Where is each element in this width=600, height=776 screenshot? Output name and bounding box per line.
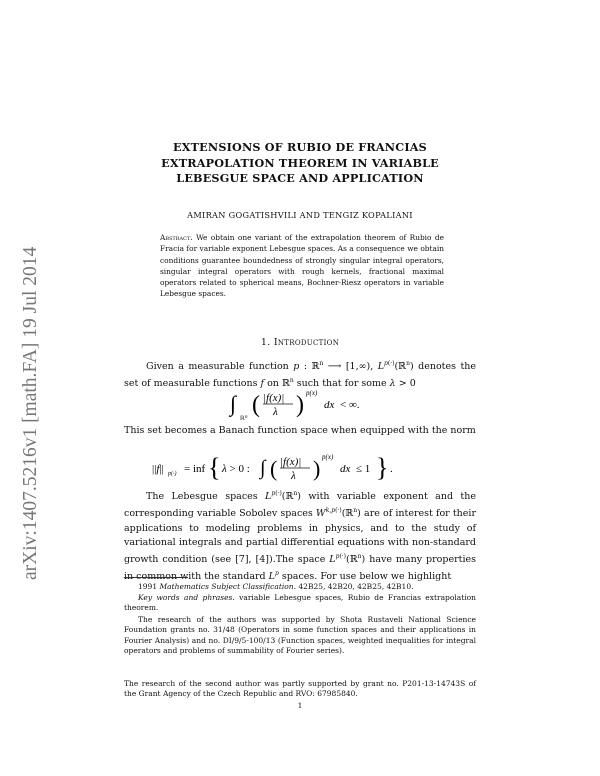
abstract-label: Abstract. [160, 233, 193, 242]
footnote-msc [124, 582, 476, 592]
p3-text-d: have many properties in common with the standard [124, 554, 476, 583]
section-number: 1. [260, 337, 271, 348]
equation-norm-svg [140, 452, 460, 486]
equation-modular-svg [220, 387, 420, 423]
p3-text-a: The Lebesgue spaces [146, 491, 266, 503]
p1-text-b: denotes the set of measurable functions [124, 361, 476, 390]
arxiv-identifier-stamp [8, 188, 48, 580]
keywords-label: Key words and phrases. [138, 593, 235, 602]
paragraph-3: The Lebesgue spaces $L^{p(\cdot)}(ℝ^n)$ with variable exponent and the corresponding variable Sobolev spaces $W^{k,p(\cdot)}(ℝ^n)$ are of interest for their applications to modeling problems in physics, and to the study of variational integrals and partial differential equations with non-standard growth condition (see [7], [4]).The space $L^{p(\cdot)}(ℝ^n)$ have many properties in common with the standard $L^p$ spaces. For use below we highlight [124, 490, 477, 583]
p1-text-d: such that for some [293, 378, 390, 390]
svg-text:λ > 0 :: λ > 0 : [222, 463, 250, 475]
equation-luxemburg-norm [140, 452, 460, 486]
svg-text:}: } [376, 453, 389, 482]
svg-text:= inf: = inf [184, 463, 206, 475]
page-number: 1 [297, 701, 303, 710]
svg-text:dx: dx [340, 463, 351, 475]
p1-text-a: Given a measurable function [146, 361, 294, 373]
svg-text:p(x): p(x) [306, 389, 318, 397]
svg-text:{: { [208, 453, 221, 482]
svg-text:): ) [296, 392, 304, 418]
svg-text:||f||: ||f|| [152, 463, 164, 475]
svg-text:λ: λ [291, 470, 296, 482]
svg-text:|f(x)|: |f(x)| [263, 392, 285, 404]
footnote-funding-1: The research of the authors was supported by Shota Rustaveli National Science Foundation grants no. 31/48 (Operators in some function spaces and their applications in Fourier Analysis) and no. DI/9/5-100/13 (Function spaces, weighted inequalities for integral operators and problems of summability of Fourier series). [124, 615, 476, 656]
title-line-3: LEBESGUE SPACE AND APPLICATION [176, 171, 424, 185]
svg-text:): ) [313, 456, 321, 481]
svg-text:ℝ: ℝ [240, 416, 245, 422]
svg-text:≤ 1: ≤ 1 [356, 463, 371, 475]
msc-codes: 42B25, 42B20, 42B25, 42B10. [298, 582, 414, 591]
authors: AMIRAN GOGATISHVILI AND TENGIZ KOPALIANI [187, 210, 413, 220]
arxiv-id-text: arXiv:1407.5216v1 [math.FA] 19 Jul 2014 [20, 246, 41, 580]
paper-title [100, 140, 500, 187]
abstract-text: We obtain one variant of the extrapolation theorem of Rubio de Fracia for variable exponent Lebesgue spaces. As a consequence we obtain conditions guarantee boundedness of strongly singular integral operators, singular integral operators with rough kernels, fractional maximal operators related to spherical means, Bochner-Riesz operators in variable Lebesgue spaces. [160, 233, 444, 299]
svg-text:< ∞.: < ∞. [340, 399, 360, 411]
svg-text:dx: dx [324, 399, 335, 411]
section-title: Introduction [273, 337, 340, 348]
paragraph-2: This set becomes a Banach function space when equipped with the norm [124, 425, 476, 436]
p3-text-e: spaces. For use below we highlight [278, 571, 452, 583]
equation-modular [220, 387, 420, 423]
p1-text-c: on [264, 378, 282, 390]
p3-text-b: with variable exponent and the corresponding variable Sobolev spaces [124, 491, 476, 520]
footnote-funding-2: The research of the second author was partly supported by grant no. P201-13-14743S of the Grant Agency of the Czech Republic and RVO: 67985840. [124, 679, 476, 699]
arxiv-stamp-svg [8, 188, 48, 580]
svg-text:(: ( [270, 456, 278, 481]
svg-text:p(x): p(x) [322, 453, 334, 461]
title-line-2: EXTRAPOLATION THEOREM IN VARIABLE [161, 155, 439, 170]
msc-label: Mathematics Subject Classification. [159, 582, 297, 591]
footnote-rule [124, 577, 188, 578]
svg-text:p(·): p(·) [168, 471, 177, 477]
abstract [160, 232, 444, 300]
svg-text:.: . [390, 463, 393, 475]
svg-text:(: ( [252, 392, 260, 418]
section-heading [100, 337, 500, 348]
svg-text:∫: ∫ [230, 391, 237, 416]
footnote-keywords [124, 593, 476, 614]
title-line-1: EXTENSIONS OF RUBIO DE FRANCIAS [173, 140, 427, 154]
p3-text-c: are of interest for their applications to modeling problems in physics, and to the study of variational integrals and partial differential equations with non-standard growth condition (see [7], [4]).The space [124, 508, 477, 566]
svg-text:λ: λ [273, 406, 278, 418]
msc-year: 1991 [138, 582, 158, 591]
paragraph-1: Given a measurable function p : ℝ$^n$ ⟶ [1,∞), $L^{p(\cdot)}(ℝ^n)$ denotes the set of measurable functions f on ℝ$^n$ such that for some λ > 0 [124, 360, 476, 390]
svg-text:|f(x)|: |f(x)| [280, 456, 302, 468]
keywords-text: variable Lebesgue spaces, Rubio de Francias extrapolation theorem. [124, 593, 476, 613]
svg-text:n: n [245, 415, 248, 420]
svg-text:∫: ∫ [260, 457, 266, 479]
